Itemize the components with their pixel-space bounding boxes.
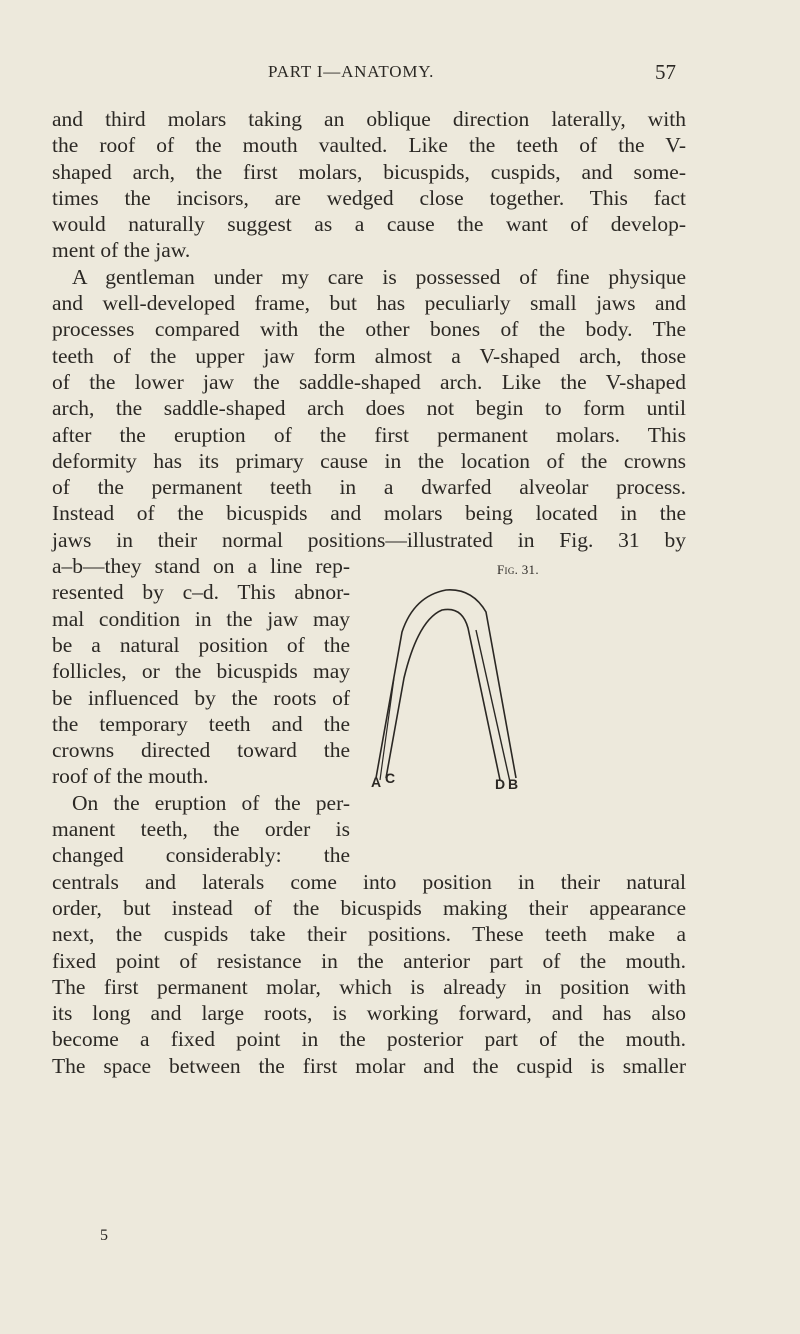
text-line: processes compared with the other bones of the body. The: [52, 317, 686, 342]
text-line: the roof of the mouth vaulted. Like the teeth of the V-: [52, 133, 686, 158]
page-header: [0, 60, 800, 86]
text-line: Instead of the bicuspids and molars being located in the: [52, 501, 686, 526]
jaw-arch-figure: [364, 566, 524, 786]
text-line: changed considerably: the: [52, 843, 350, 868]
text-line: A gentleman under my care is possessed of fine physique: [72, 264, 686, 289]
text-line: after the eruption of the first permanent molars. This: [52, 422, 686, 447]
text-line: roof of the mouth.: [52, 764, 209, 789]
text-line: resented by c–d. This abnor-: [52, 580, 350, 605]
text-line: manent teeth, the order is: [52, 817, 350, 842]
text-line: teeth of the upper jaw form almost a V-shaped arch, those: [52, 343, 686, 368]
label-c: C: [385, 770, 396, 786]
text-line: the temporary teeth and the: [52, 711, 350, 736]
text-line: be a natural position of the: [52, 632, 350, 657]
text-line: arch, the saddle-shaped arch does not begin to form until: [52, 396, 686, 421]
text-line: centrals and laterals come into position in their natural: [52, 869, 686, 894]
running-head: PART I—ANATOMY.: [268, 62, 435, 81]
text-line: ment of the jaw.: [52, 238, 191, 263]
text-line: be influenced by the roots of: [52, 685, 350, 710]
text-line: a–b—they stand on a line rep-: [52, 554, 350, 579]
page-number: 57: [655, 60, 676, 84]
text-line: mal condition in the jaw may: [52, 606, 350, 631]
figure-caption: Fig. 31.: [497, 562, 539, 577]
text-line: follicles, or the bicuspids may: [52, 659, 350, 684]
text-line: order, but instead of the bicuspids making their appearance: [52, 895, 686, 920]
text-line: The first permanent molar, which is already in position with: [52, 974, 686, 999]
text-line: The space between the first molar and the cuspid is smaller: [52, 1053, 686, 1078]
text-line: would naturally suggest as a cause the want of develop-: [52, 212, 686, 237]
text-line: times the incisors, are wedged close together. This fact: [52, 185, 686, 210]
text-line: crowns directed toward the: [52, 738, 350, 763]
signature-mark: 5: [100, 1227, 108, 1244]
text-line: of the lower jaw the saddle-shaped arch. Like the V-shaped: [52, 369, 686, 394]
label-d: D: [495, 776, 506, 792]
outer-arch-line: [376, 590, 516, 778]
text-line: of the permanent teeth in a dwarfed alveolar process.: [52, 475, 686, 500]
left-arch-line: [380, 678, 394, 780]
text-line: and third molars taking an oblique direction laterally, with: [52, 107, 686, 131]
text-line: become a fixed point in the posterior part of the mouth.: [52, 1027, 686, 1052]
text-line: next, the cuspids take their positions. These teeth make a: [52, 922, 686, 947]
text-line: fixed point of resistance in the anterior part of the mouth.: [52, 948, 686, 973]
text-line: On the eruption of the per-: [72, 790, 350, 815]
text-line: shaped arch, the first molars, bicuspids, cuspids, and some-: [52, 159, 686, 184]
inner-arch-line: [386, 609, 500, 780]
text-line: deformity has its primary cause in the location of the crowns: [52, 448, 686, 473]
label-a: A: [371, 774, 382, 790]
label-b: B: [508, 776, 519, 792]
text-line: jaws in their normal positions—illustrated in Fig. 31 by: [52, 527, 686, 552]
text-line: its long and large roots, is working forward, and has also: [52, 1001, 686, 1026]
text-line: and well-developed frame, but has peculiarly small jaws and: [52, 291, 686, 316]
